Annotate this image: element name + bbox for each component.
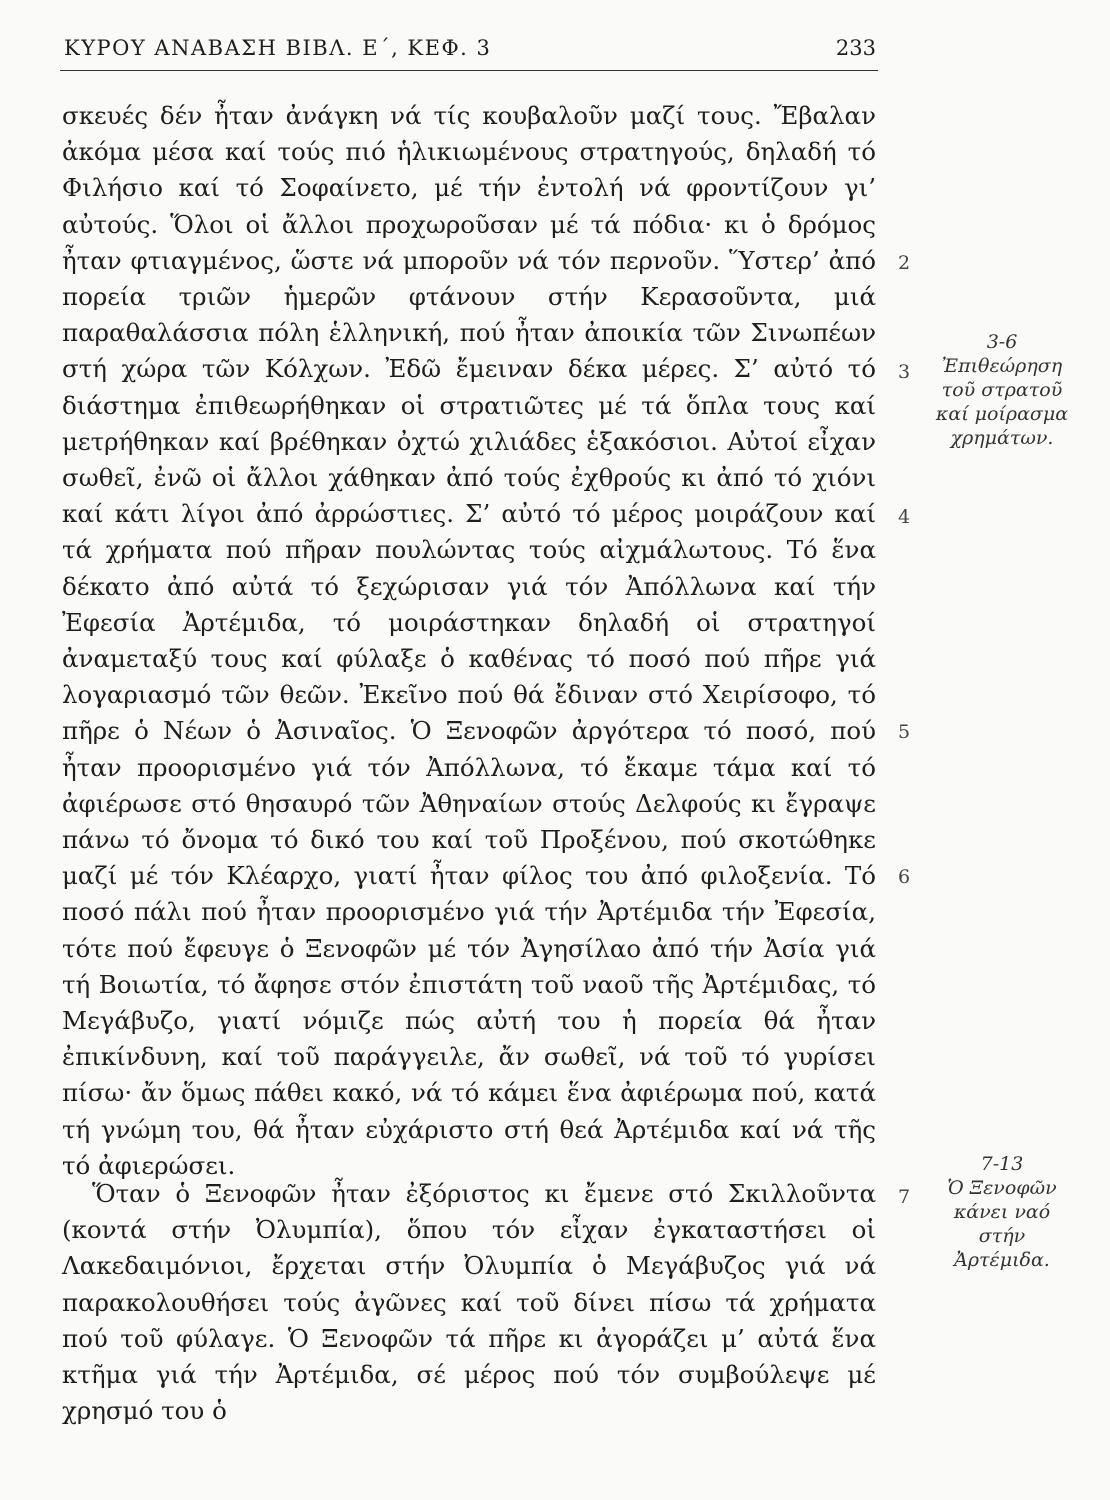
running-head: ΚΥΡΟΥ ΑΝΑΒΑΣΗ ΒΙΒΛ. Ε΄, ΚΕΦ. 3 (64, 36, 492, 60)
section-number: 2 (898, 252, 911, 274)
paragraph-text: σκευές δέν ἦταν ἀνάγκη νά τίς κουβαλοῦν μαζί τους. Ἔβαλαν ἀκόμα μέσα καί τούς πιό ἡλικιωμένους στρατηγούς, δηλαδή τό Φιλήσιο καί τό Σοφαίνετο, μέ τήν ἐντολή νά φροντίζουν γι’ αὐτούς. Ὅλοι οἱ ἄλλοι προχωροῦσαν μέ τά πόδια· κι ὁ δρόμος ἦταν φτιαγμένος, ὥστε νά μποροῦν νά τόν περνοῦν. Ὕστερ’ ἀπό πορεία τριῶν ἡμερῶν φτάνουν στήν Κερασοῦντα, μιά παραθαλάσσια πόλη ἑλληνική, πού ἦταν ἀποικία τῶν Σινωπέων στή χώρα τῶν Κόλχων. Ἐδῶ ἔμειναν δέκα μέρες. Σ’ αὐτό τό διάστημα ἐπιθεωρήθηκαν οἱ στρατιῶτες μέ τά ὅπλα τους καί μετρήθηκαν καί βρέθηκαν ὀχτώ χιλιάδες ἑξακόσιοι. Αὐτοί εἶχαν σωθεῖ, ἐνῶ οἱ ἄλλοι χάθηκαν ἀπό τούς ἐχθρούς κι ἀπό τό χιόνι καί κάτι λίγοι ἀπό ἀρρώστιες. Σ’ αὐτό τό μέρος μοιράζουν καί τά χρήματα πού πῆραν πουλώντας τούς αἰχμάλωτους. Τό ἕνα δέκατο ἀπό αὐτά τό ξεχώρισαν γιά τόν Ἀπόλλωνα καί τήν Ἐφεσία Ἀρτέμιδα, τό μοιράστηκαν δηλαδή οἱ στρατηγοί ἀναμεταξύ τους καί φύλαξε ὁ καθένας τό ποσό πού πῆρε γιά λογαριασμό τῶν θεῶν. Ἐκεῖνο πού θά ἔδιναν στό Χειρίσοφο, τό πῆρε ὁ Νέων ὁ Ἀσιναῖος. Ὁ Ξενοφῶν ἀργότερα τό ποσό, πού ἦταν προορισμένο γιά τόν Ἀπόλλωνα, τό ἔκαμε τάμα καί τό ἀφιέρωσε στό θησαυρό τῶν Ἀθηναίων στούς Δελφούς κι ἔγραψε πάνω τό ὄνομα τό δικό του καί τοῦ Προξένου, πού σκοτώθηκε μαζί μέ τόν Κλέαρχο, γιατί ἦταν φίλος του ἀπό φιλοξενία. Τό ποσό πάλι πού ἦταν προορισμένο γιά τήν Ἀρτέμιδα τήν Ἐφεσία, τότε πού ἔφευγε ὁ Ξενοφῶν μέ τόν Ἀγησίλαο ἀπό τήν Ἀσία γιά τή Βοιωτία, τό ἄφησε στόν ἐπιστάτη τοῦ ναοῦ τῆς Ἀρτέμιδας, τό Μεγάβυζο, γιατί νόμιζε πώς αὐτή του ἡ πορεία θά ἦταν ἐπικίνδυνη, καί τοῦ παράγγειλε, ἄν σωθεῖ, νά τοῦ τό γυρίσει πίσω· ἄν ὅμως πάθει κακό, νά τό κάμει ἕνα ἀφιέρωμα πού, κατά τή γνώμη του, θά ἦταν εὐχάριστο στή θεά Ἀρτέμιδα καί νά τῆς τό ἀφιερώσει. (62, 101, 876, 1180)
paragraph-2 (62, 1176, 876, 1429)
section-number: 3 (898, 361, 911, 383)
section-number: 7 (898, 1186, 911, 1208)
page-number: 233 (835, 36, 876, 60)
margin-note-range: 3-6 (986, 331, 1018, 353)
margin-note-text: Ἐπιθεώρηση τοῦ στρατοῦ καί μοίρασμα χρημάτων. (935, 355, 1069, 449)
page-header (60, 30, 878, 71)
paragraph-text: Ὅταν ὁ Ξενοφῶν ἦταν ἐξόριστος κι ἔμενε στό Σκιλλοῦντα (κοντά στήν Ὀλυμπία), ὅπου τόν εἶχαν ἐγκαταστήσει οἱ Λακεδαιμόνιοι, ἔρχεται στήν Ὀλυμπία ὁ Μεγάβυζος γιά νά παρακολουθήσει τούς ἀγῶνες καί τοῦ δίνει πίσω τά χρήματα πού τοῦ φύλαγε. Ὁ Ξενοφῶν τά πῆρε κι ἀγοράζει μ’ αὐτά ἕνα κτῆμα γιά τήν Ἀρτέμιδα, σέ μέρος πού τόν συμβούλεψε μέ χρησμό του ὁ (62, 1179, 876, 1426)
paragraph-1 (62, 98, 876, 1184)
margin-note-1 (928, 330, 1076, 450)
margin-note-2 (928, 1152, 1076, 1272)
margin-note-text: Ὁ Ξενοφῶν κάνει ναό στήν Ἀρτέμιδα. (947, 1177, 1057, 1271)
section-number: 5 (898, 721, 911, 743)
section-number: 4 (898, 506, 911, 528)
section-number: 6 (898, 866, 911, 888)
margin-note-range: 7-13 (980, 1153, 1024, 1175)
